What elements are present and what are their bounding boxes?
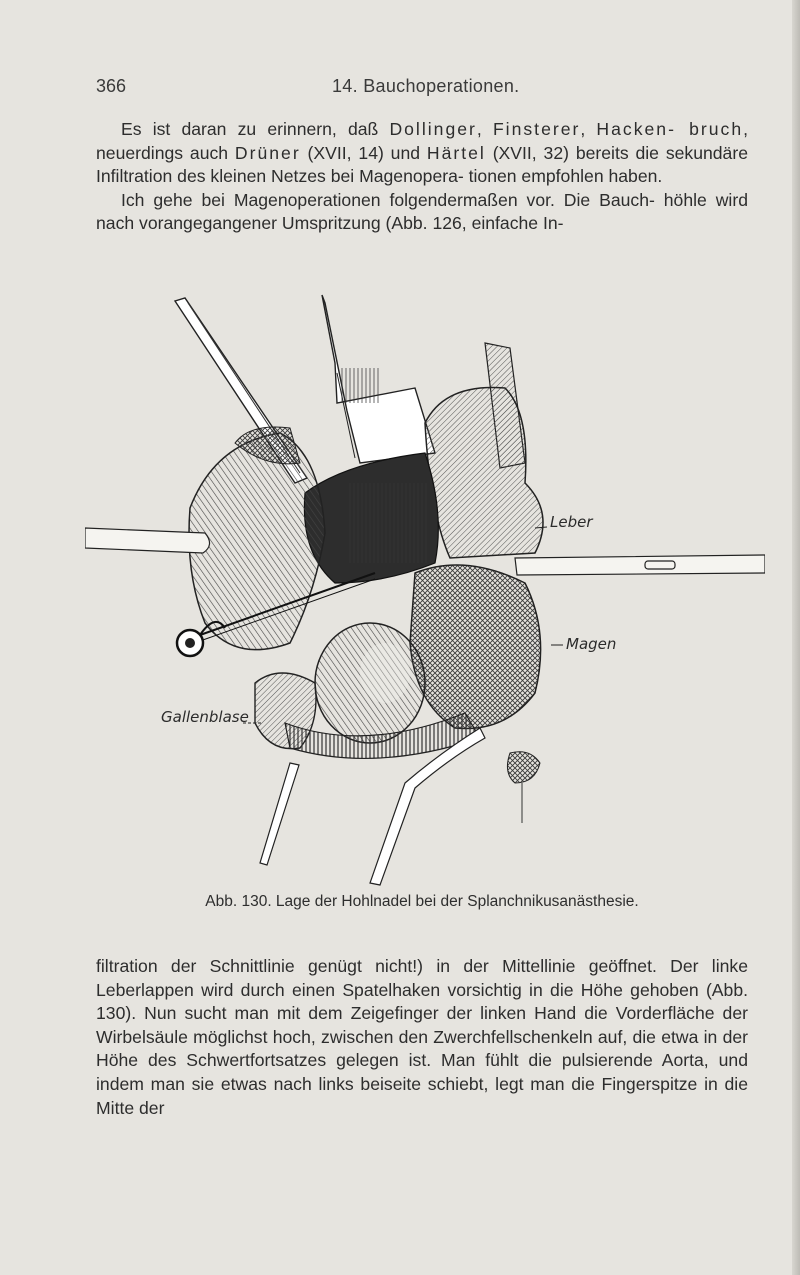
illustration-drawing xyxy=(85,283,765,893)
lower-retractor-left xyxy=(260,763,299,865)
paragraph-2: Ich gehe bei Magenoperationen folgendermaßen vor. Die Bauch- höhle wird nach vorangegangener Umspritzung (Abb. 126, einfache In- xyxy=(96,189,748,234)
figure-caption: Abb. 130. Lage der Hohlnadel bei der Splanchnikusanästhesie. xyxy=(205,893,639,910)
page-number: 366 xyxy=(96,76,127,96)
author-name: Hacken- bruch xyxy=(596,119,744,139)
paragraph-1-text: (XVII, 14) und xyxy=(300,142,427,163)
surgical-illustration xyxy=(85,283,765,893)
body-text-bottom xyxy=(96,955,748,1120)
label-gallbladder: Gallenblase xyxy=(161,708,249,726)
paragraph-1-text: Es ist daran zu erinnern, daß xyxy=(121,119,390,139)
paragraph-1 xyxy=(96,118,748,189)
paragraph-3: filtration der Schnittlinie genügt nicht!) in der Mittellinie geöffnet. Der linke Leberlappen wird durch einen Spatelhaken vorsichtig in die Höhe gehoben (Abb. 130). Nun sucht man mit dem Zeigefinger der linken Hand die Vorderfläche der Wirbelsäule möglichst hoch, zwischen den Zwerchfellschenkeln auf, die etwa in der Höhe des Schwertfortsatzes gelegen ist. Man fühlt die pulsierende Aorta, und indem man sie etwas nach links beiseite schiebt, legt man die Fingerspitze in die Mitte der xyxy=(96,956,748,1118)
chapter-title: 14. Bauchoperationen. xyxy=(332,76,520,96)
author-name: Härtel xyxy=(426,142,486,163)
body-text-top xyxy=(96,118,748,236)
page-edge-shadow xyxy=(792,0,800,1275)
label-liver: Leber xyxy=(550,513,593,531)
liver-edge-bar xyxy=(515,555,765,575)
clamp-lower-right xyxy=(507,752,540,783)
paragraph-1-text: , neuerdings auch xyxy=(96,119,748,163)
separator: , xyxy=(476,119,493,139)
paragraph-1-text: (XVII, 32) bereits die sekundäre Infiltration des kleinen Netzes bei Magenopera- tionen empfohlen haben. xyxy=(96,142,748,187)
label-stomach: Magen xyxy=(566,635,617,653)
author-name: Finsterer xyxy=(492,119,581,139)
liver xyxy=(425,387,543,558)
separator: , xyxy=(580,119,597,139)
running-head xyxy=(96,76,746,102)
author-name: Dollinger xyxy=(389,119,477,139)
author-name: Drüner xyxy=(234,142,301,163)
stomach xyxy=(410,565,541,729)
